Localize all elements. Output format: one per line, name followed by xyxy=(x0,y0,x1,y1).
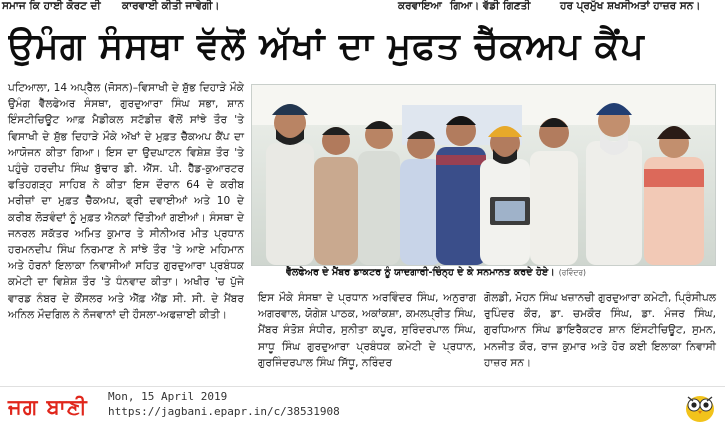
photo-illustration xyxy=(252,85,715,265)
photo-caption xyxy=(286,266,716,280)
epaper-footer xyxy=(0,386,725,426)
article-column-left xyxy=(8,80,244,323)
article-text-mid: ਇਸ ਮੌਕੇ ਸੰਸਥਾ ਦੇ ਪ੍ਰਧਾਨ ਅਰਵਿੰਦਰ ਸਿੰਘ, ਅਨੁਰਾਗ ਅਗਰਵਾਲ, ਯੋਗੇਸ਼ ਪਾਠਕ, ਅਕਾਂਕਸ਼ਾ, ਕਮਲਪ੍ਰੀਤ ਸਿੰਘ, ਮੈਂਬਰ ਸੰਤੋਸ਼ ਸੰਧੀਰ, ਸੁਨੀਤਾ ਕਪੂਰ, ਸੁਰਿੰਦਰਪਾਲ ਸਿੰਘ, ਸਾਧੂ ਸਿੰਘ ਗੁਰਦੁਆਰਾ ਪ੍ਰਬੰਧਕ ਕਮੇਟੀ ਦੇ ਪ੍ਰਧਾਨ, ਗੁਰਜਿੰਦਰਪਾਲ ਸਿੰਘ ਸਿੱਧੂ, ਨਰਿੰਦਰ xyxy=(258,292,476,369)
top-strip-left: ਸਮਾਜ ਕਿ ਹਾਈ ਕੋਰਟ ਦੀ xyxy=(2,0,101,12)
top-strip-right1: ਕਰਵਾਇਆ xyxy=(398,0,442,12)
owl-icon xyxy=(683,391,717,423)
footer-meta xyxy=(108,389,340,419)
news-photo xyxy=(251,84,716,266)
caption-credit: (ਰਵਿੰਦਰ) xyxy=(558,268,586,277)
article-text-left: ਪਟਿਆਲਾ, 14 ਅਪ੍ਰੈਲ (ਜੋਸਨ)–ਵਿਸਾਖੀ ਦੇ ਸ਼ੁੱਭ ਦਿਹਾੜੇ ਮੌਕੇ ਉਮੰਗ ਵੈੱਲਫੇਅਰ ਸੰਸਥਾ, ਗੁਰਦੁਆਰਾ ਸਿੰਘ ਸਭਾ, ਸ਼ਾਨ ਇੰਸਟੀਚਿਊਟ ਆਫ਼ ਮੈਡੀਕਲ ਸਟੱਡੀਜ਼ ਵੱਲੋਂ ਸਾਂਝੇ ਤੌਰ 'ਤੇ ਵਿਸਾਖੀ ਦੇ ਸ਼ੁੱਭ ਦਿਹਾੜੇ ਮੌਕੇ ਅੱਖਾਂ ਦੇ ਮੁਫ਼ਤ ਚੈੱਕਅਪ ਕੈਂਪ ਦਾ ਆਯੋਜਨ ਕੀਤਾ ਗਿਆ। ਇਸ ਦਾ ਉਦਘਾਟਨ ਵਿਸ਼ੇਸ਼ ਤੌਰ 'ਤੇ ਪਹੁੰਚੇ ਹਰਦੀਪ ਸਿੰਘ ਬੁੱਢਾਰ ਡੀ. ਐੱਸ. ਪੀ. ਹੈੱਡ-ਕੁਆਰਟਰ ਫਤਿਹਗੜ੍ਹ ਸਾਹਿਬ ਨੇ ਕੀਤਾ ਇਸ ਦੌਰਾਨ 64 ਦੇ ਕਰੀਬ ਮਰੀਜ਼ਾਂ ਦਾ ਮੁਫ਼ਤ ਚੈੱਕਅਪ, ਫ੍ਰੀ ਦਵਾਈਆਂ ਅਤੇ 10 ਦੇ ਕਰੀਬ ਲੋੜਵੰਦਾਂ ਨੂੰ ਮੁਫ਼ਤ ਐਨਕਾਂ ਦਿੱਤੀਆਂ ਗਈਆਂ। ਸੰਸਥਾ ਦੇ ਜਨਰਲ ਸਕੱਤਰ ਅਮਿਤ ਕੁਮਾਰ ਤੇ ਸੀਨੀਅਰ ਮੀਤ ਪ੍ਰਧਾਨ ਹਰਮਨਦੀਪ ਸਿੰਘ ਨਿਰਮਾਣ ਨੇ ਸਾਂਝੇ ਤੌਰ 'ਤੇ ਆਏ ਮਹਿਮਾਨ ਅਤੇ ਹੋਰਨਾਂ ਇਲਾਕਾ ਨਿਵਾਸੀਆਂ ਸਹਿਤ ਗੁਰਦੁਆਰਾ ਪ੍ਰਬੰਧਕ ਕਮੇਟੀ ਦਾ ਵਿਸ਼ੇਸ਼ ਤੌਰ 'ਤੇ ਧੰਨਵਾਦ ਕੀਤਾ। ਅਖੀਰ 'ਚ ਪੁੱਜੇ ਵਾਰਡ ਨੰਬਰ ਦੇ ਕੌਂਸਲਰ ਅਤੇ ਐੱਫ਼ ਐਂਡ ਸੀ. ਸੀ. ਦੇ ਮੈਂਬਰ ਅਨਿਲ ਮੌਦਗਿਲ ਨੇ ਨੌਜਵਾਨਾਂ ਦੀ ਹੌਸਲਾ-ਅਫਜ਼ਾਈ ਕੀਤੀ। xyxy=(8,82,244,321)
article-text-right: ਗੋਲਡੀ, ਮੋਹਨ ਸਿੰਘ ਖਜ਼ਾਨਚੀ ਗੁਰਦੁਆਰਾ ਕਮੇਟੀ, ਪ੍ਰਿੰਸੀਪਲ ਰੁਪਿੰਦਰ ਕੌਰ, ਡਾ. ਚਮਕੌਰ ਸਿੰਘ, ਡਾ. ਮੰਜਰ ਸਿੰਘ, ਗੁਰਧਿਆਨ ਸਿੰਘ ਡਾਇਰੈਕਟਰ ਸ਼ਾਨ ਇੰਸਟੀਚਿਊਟ, ਸੁਮਨ, ਮਨਜੀਤ ਕੌਰ, ਰਾਜ ਕੁਮਾਰ ਅਤੇ ਹੋਰ ਕਈ ਇਲਾਕਾ ਨਿਵਾਸੀ ਹਾਜ਼ਰ ਸਨ। xyxy=(484,292,716,369)
article-column-mid xyxy=(258,290,476,371)
top-strip-right2: ਗਿਆ। ਵੱਡੀ ਗਿਣਤੀ xyxy=(450,0,531,12)
publication-date: Mon, 15 April 2019 xyxy=(108,390,228,403)
top-strip xyxy=(0,0,725,14)
article-column-right xyxy=(484,290,716,371)
top-strip-mid: ਕਾਰਵਾਈ ਕੀਤੀ ਜਾਵੇਗੀ। xyxy=(122,0,220,12)
epaper-url[interactable]: https://jagbani.epapr.in/c/38531908 xyxy=(108,405,340,418)
jagbani-logo: ਜਗ ਬਾਣੀ xyxy=(8,395,88,419)
top-strip-right3: ਹਰ ਪ੍ਰਮੁੱਖ ਸ਼ਖਸੀਅਤਾਂ ਹਾਜ਼ਰ ਸਨ। xyxy=(560,0,701,12)
caption-text: ਵੈੱਲਫੇਅਰ ਦੇ ਮੈਂਬਰ ਡਾਕਟਰ ਨੂੰ ਯਾਦਗਾਰੀ-ਚਿੰਨ੍ਹ ਦੇ ਕੇ ਸਨਮਾਨਤ ਕਰਦੇ ਹੋਏ। xyxy=(286,267,555,278)
headline: ਉਮੰਗ ਸੰਸਥਾ ਵੱਲੋਂ ਅੱਖਾਂ ਦਾ ਮੁਫਤ ਚੈੱਕਅਪ ਕੈਂਪ xyxy=(8,26,645,67)
